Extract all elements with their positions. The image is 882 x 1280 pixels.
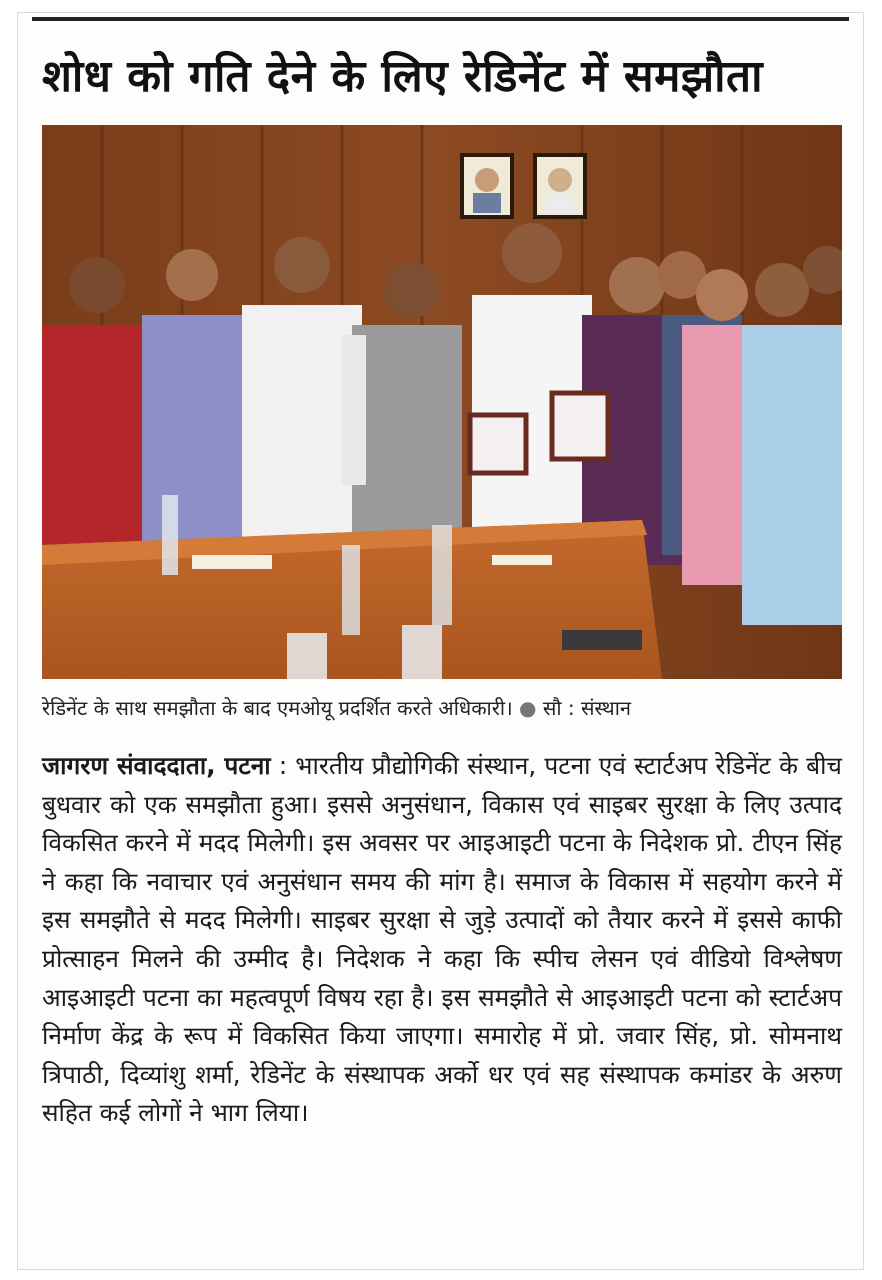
caption-text: रेडिनेंट के साथ समझौता के बाद एमओयू प्रदर्शित करते अधिकारी। <box>42 696 513 720</box>
photo-caption <box>42 691 842 725</box>
dateline: जागरण संवाददाता, पटना <box>42 751 271 780</box>
newspaper-clipping <box>17 12 864 1270</box>
group-photo-icon <box>42 125 842 679</box>
headline: शोध को गति देने के लिए रेडिनेंट में समझौता <box>42 51 764 102</box>
bullet-icon: ● <box>519 696 537 720</box>
photo-credit: सौ : संस्थान <box>542 696 631 720</box>
article-text: : भारतीय प्रौद्योगिकी संस्थान, पटना एवं स्टार्टअप रेडिनेंट के बीच बुधवार को एक समझौता हुआ। इससे अनुसंधान, विकास एवं साइबर सुरक्षा के लिए उत्पाद विकसित करने में मदद मिलेगी। इस अवसर पर आइआइटी पटना के निदेशक प्रो. टीएन सिंह ने कहा कि नवाचार एवं अनुसंधान समय की मांग है। समाज के विकास में सहयोग करने में इस समझौते से मदद मिलेगी। साइबर सुरक्षा से जुड़े उत्पादों को तैयार करने में इससे काफी प्रोत्साहन मिलने की उम्मीद है। निदेशक ने कहा कि स्पीच लेसन एवं वीडियो विश्लेषण आइआइटी पटना का महत्वपूर्ण विषय रहा है। इस समझौते से आइआइटी पटना को स्टार्टअप निर्माण केंद्र के रूप में विकसित किया जाएगा। समारोह में प्रो. जवार सिंह, प्रो. सोमनाथ त्रिपाठी, दिव्यांशु शर्मा, रेडिनेंट के संस्थापक अर्को धर एवं सह संस्थापक कमांडर के अरुण सहित कई लोगों ने भाग लिया। <box>42 751 842 1128</box>
news-photo <box>42 125 842 679</box>
top-rule <box>32 17 849 21</box>
article-body <box>42 747 842 1133</box>
